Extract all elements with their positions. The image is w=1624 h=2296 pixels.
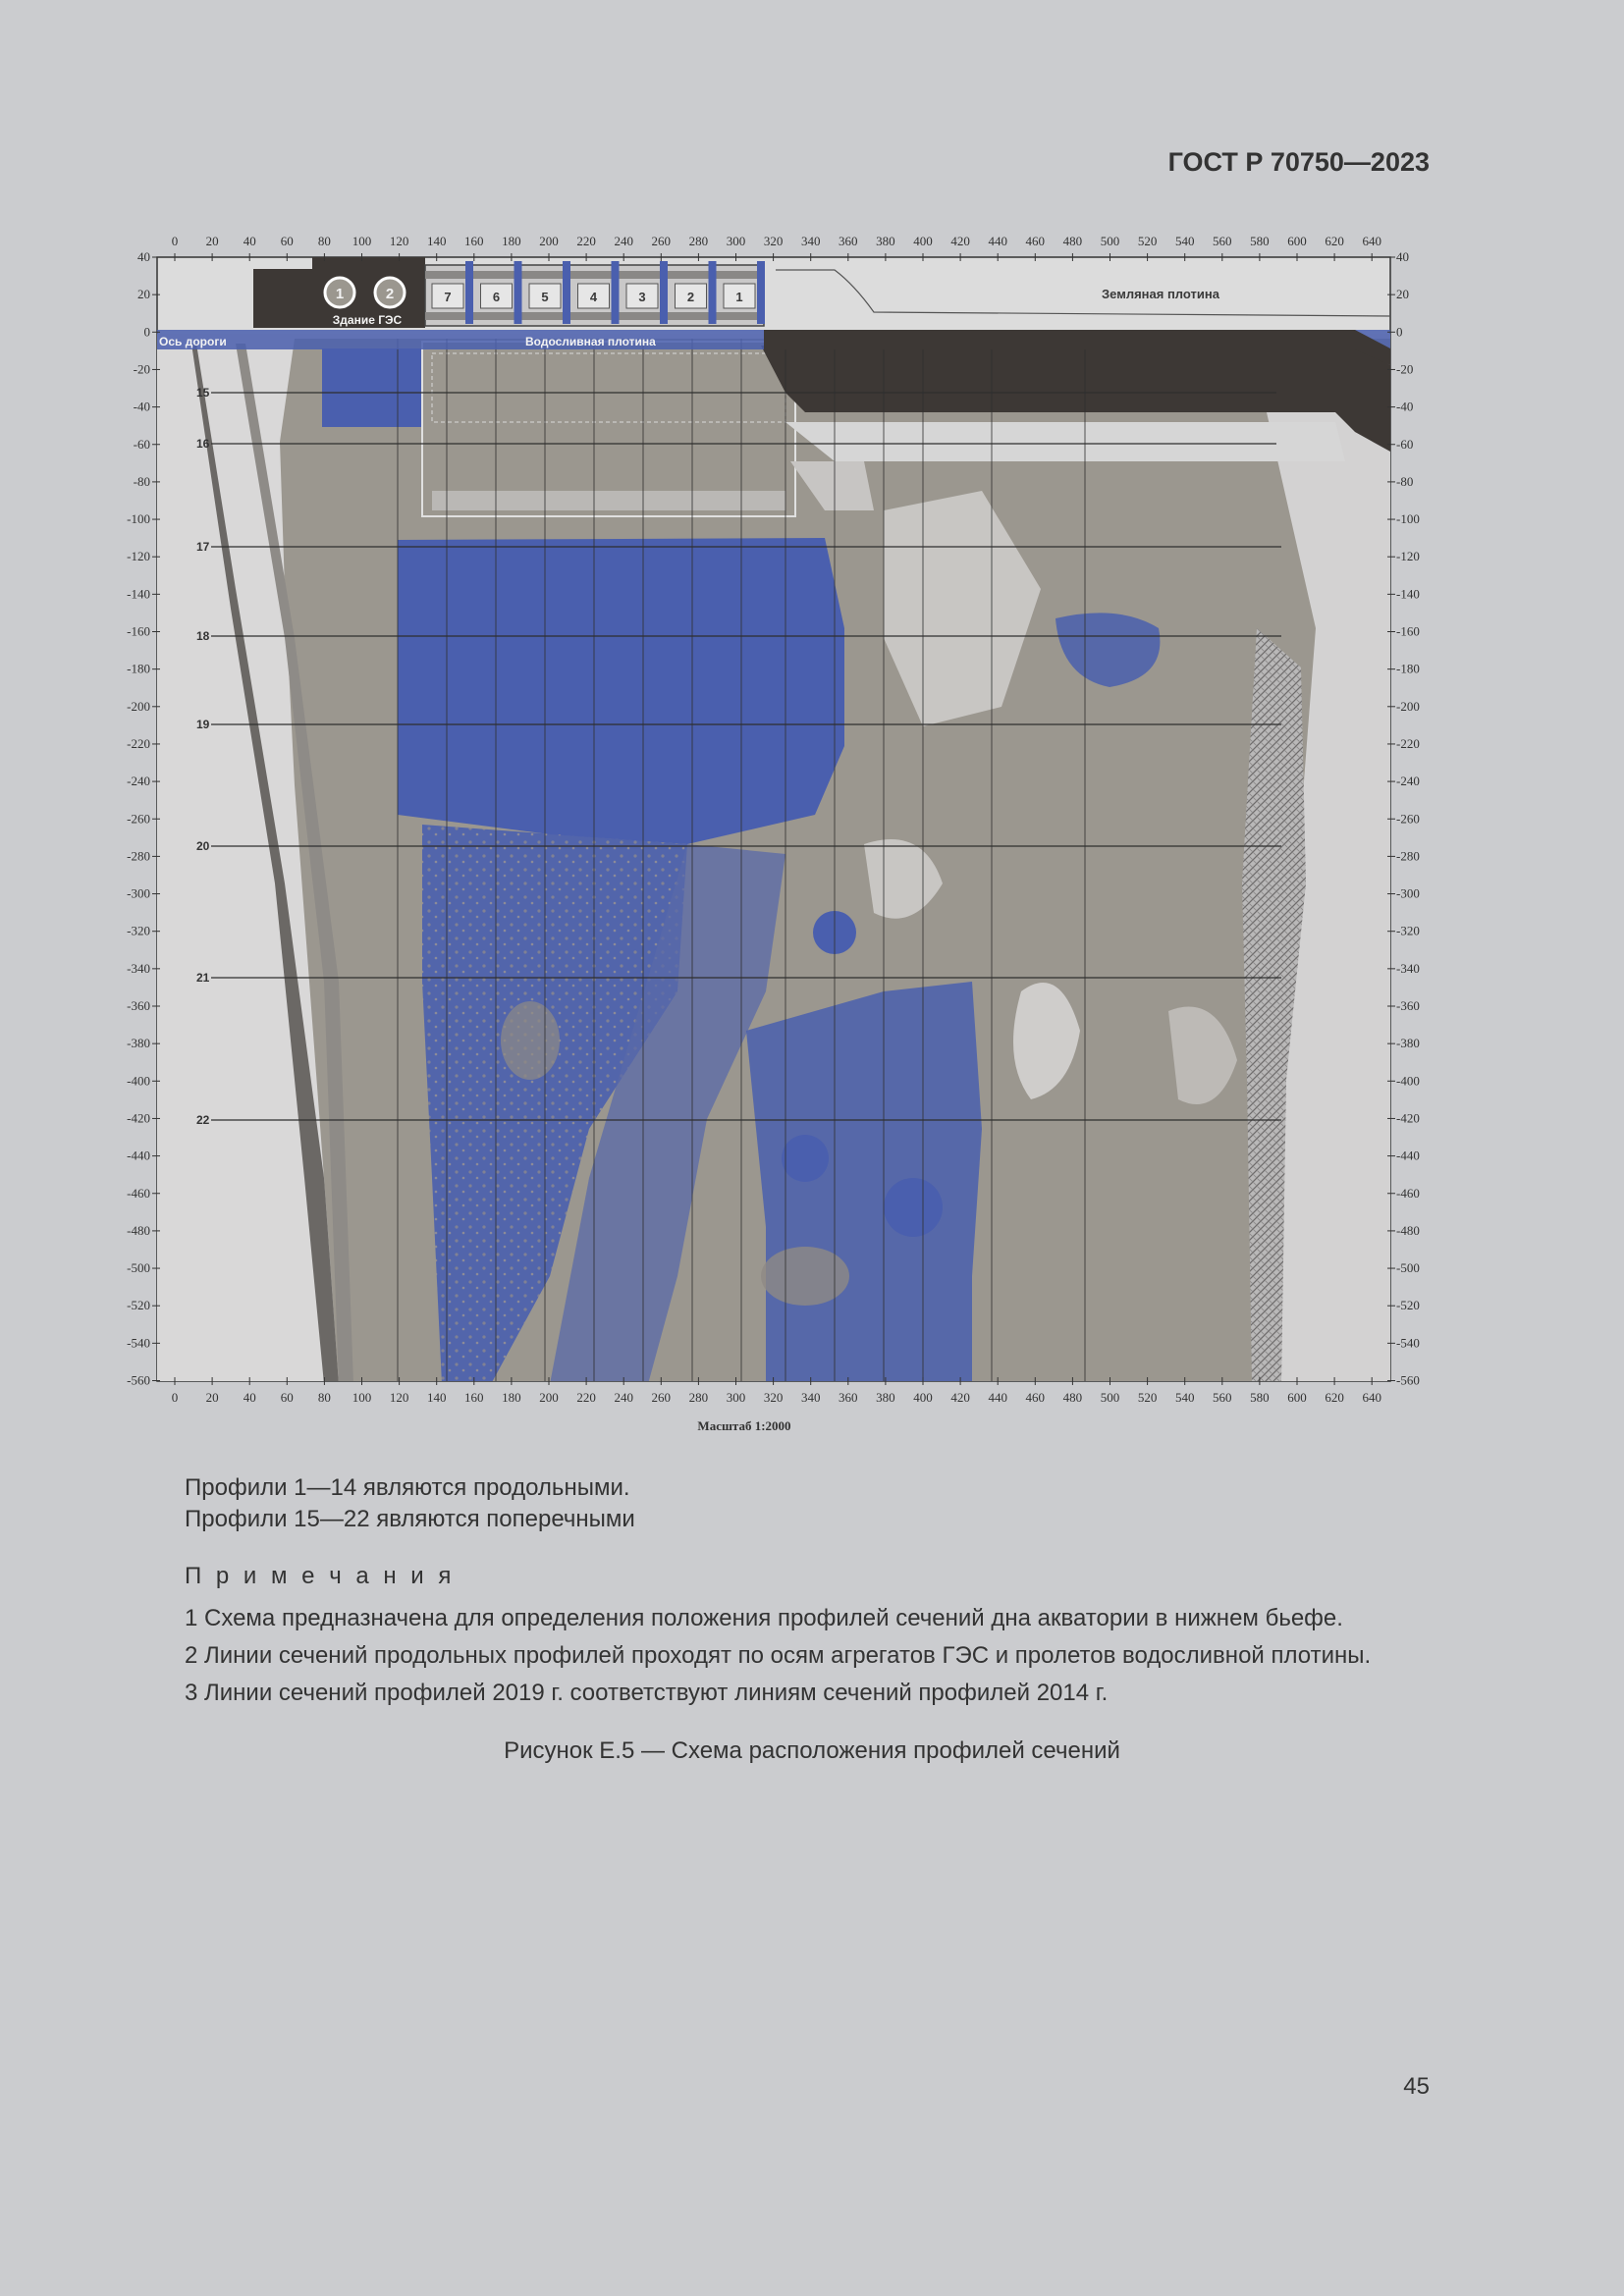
x-tick-label: 40	[243, 234, 256, 248]
document-code: ГОСТ Р 70750—2023	[1167, 147, 1430, 177]
y-tick-label: 20	[1396, 287, 1409, 302]
x-tick-label: 520	[1137, 1390, 1158, 1405]
x-tick-label: 240	[614, 1390, 633, 1405]
x-tick-label: 640	[1362, 234, 1381, 248]
y-tick-label: -420	[1396, 1110, 1420, 1126]
figure-title: Рисунок Е.5 — Схема расположения профилей сечений	[504, 1737, 1120, 1764]
bay-number: 1	[735, 290, 743, 304]
y-tick-label: -360	[127, 998, 150, 1013]
x-tick-label: 260	[651, 234, 672, 248]
profile-number: 16	[196, 437, 210, 451]
x-tick-label: 160	[464, 1390, 484, 1405]
x-tick-label: 220	[576, 234, 596, 248]
x-tick-label: 100	[352, 234, 372, 248]
x-tick-label: 500	[1100, 1390, 1120, 1405]
x-tick-label: 320	[763, 1390, 784, 1405]
y-tick-label: -100	[127, 511, 150, 527]
x-tick-label: 480	[1062, 234, 1083, 248]
y-tick-label: -300	[1396, 885, 1420, 901]
x-tick-label: 380	[876, 234, 895, 248]
x-tick-label: 560	[1213, 234, 1232, 248]
y-tick-label: -40	[133, 399, 150, 414]
y-tick-label: -320	[127, 923, 150, 938]
y-tick-label: -240	[127, 774, 150, 789]
x-tick-label: 620	[1325, 234, 1344, 248]
bay-number: 7	[444, 290, 452, 304]
bay-pier	[563, 261, 570, 324]
y-tick-label: 0	[143, 324, 150, 340]
unit-1-label: 1	[335, 286, 345, 302]
bay-number: 6	[492, 290, 501, 304]
x-tick-label: 540	[1174, 234, 1195, 248]
earth-dam-label: Земляная плотина	[1102, 287, 1219, 301]
x-tick-label: 300	[726, 234, 746, 248]
x-tick-label: 300	[726, 1390, 746, 1405]
note-item: 2 Линии сечений продольных профилей проходят по осям агрегатов ГЭС и пролетов водосливной плотины.	[185, 1642, 1372, 1669]
y-tick-label: -460	[1396, 1185, 1420, 1201]
notes-header: П р и м е ч а н и я	[185, 1563, 456, 1589]
bay-number: 4	[589, 290, 598, 304]
x-tick-label: 580	[1250, 1390, 1270, 1405]
y-tick-label: -340	[1396, 960, 1420, 976]
y-tick-label: -60	[133, 436, 150, 452]
y-tick-label: -140	[1396, 586, 1420, 602]
y-tick-label: -360	[1396, 998, 1420, 1013]
x-tick-label: 40	[243, 1390, 256, 1405]
x-tick-label: 20	[205, 1390, 219, 1405]
y-tick-label: 20	[137, 287, 150, 302]
y-tick-label: -480	[127, 1222, 150, 1238]
y-tick-label: -460	[127, 1185, 150, 1201]
x-tick-label: 520	[1137, 234, 1158, 248]
y-tick-label: -220	[1396, 735, 1420, 751]
x-tick-label: 200	[539, 1390, 559, 1405]
y-tick-label: -340	[127, 960, 150, 976]
y-tick-label: -300	[127, 885, 150, 901]
bay-number: 5	[541, 290, 549, 304]
y-tick-label: -280	[127, 848, 150, 864]
y-axis-right	[1387, 249, 1420, 1388]
road-axis-label: Ось дороги	[159, 335, 227, 348]
x-tick-label: 240	[614, 234, 633, 248]
y-tick-label: -260	[1396, 811, 1420, 827]
x-tick-label: 340	[800, 1390, 821, 1405]
y-tick-label: -440	[1396, 1148, 1420, 1163]
x-tick-label: 200	[539, 234, 559, 248]
x-tick-label: 80	[317, 1390, 331, 1405]
x-tick-label: 360	[839, 234, 858, 248]
y-tick-label: -440	[127, 1148, 150, 1163]
x-tick-label: 340	[800, 234, 821, 248]
bay-pier	[660, 261, 668, 324]
x-tick-label: 640	[1362, 1390, 1381, 1405]
x-tick-label: 420	[950, 1390, 970, 1405]
y-tick-label: -260	[127, 811, 150, 827]
y-tick-label: 40	[1396, 249, 1409, 264]
y-tick-label: -200	[1396, 698, 1420, 714]
y-tick-label: -160	[1396, 623, 1420, 639]
x-tick-label: 320	[763, 234, 784, 248]
y-tick-label: -380	[127, 1036, 150, 1051]
y-tick-label: -200	[127, 698, 150, 714]
x-tick-label: 620	[1325, 1390, 1344, 1405]
x-tick-label: 560	[1213, 1390, 1232, 1405]
y-tick-label: -400	[1396, 1073, 1420, 1089]
profile-number: 20	[196, 839, 210, 853]
y-tick-label: -540	[127, 1335, 150, 1351]
scale-label: Масштаб 1:2000	[697, 1418, 791, 1433]
x-tick-label: 480	[1062, 1390, 1083, 1405]
x-tick-label: 440	[988, 1390, 1007, 1405]
x-tick-label: 420	[950, 234, 970, 248]
y-axis-left	[127, 249, 160, 1388]
bay-pier	[709, 261, 717, 324]
y-tick-label: -420	[127, 1110, 150, 1126]
x-tick-label: 0	[171, 1390, 179, 1405]
x-tick-label: 260	[651, 1390, 672, 1405]
hpp-label: Здание ГЭС	[332, 313, 403, 327]
text-line-1: Профили 1—14 являются продольными.	[185, 1474, 630, 1501]
y-tick-label: -20	[133, 361, 150, 377]
spillway-label: Водосливная плотина	[525, 335, 656, 348]
y-tick-label: -280	[1396, 848, 1420, 864]
y-tick-label: -480	[1396, 1222, 1420, 1238]
y-tick-label: -240	[1396, 774, 1420, 789]
profile-number: 21	[196, 971, 210, 985]
x-tick-label: 220	[576, 1390, 596, 1405]
x-tick-label: 20	[205, 234, 219, 248]
y-tick-label: -380	[1396, 1036, 1420, 1051]
profile-number: 15	[196, 386, 210, 400]
x-tick-label: 0	[171, 234, 179, 248]
bay-number: 3	[638, 290, 646, 304]
bay-number: 2	[686, 290, 695, 304]
y-tick-label: -520	[1396, 1298, 1420, 1313]
x-tick-label: 540	[1174, 1390, 1195, 1405]
y-tick-label: -80	[1396, 473, 1414, 489]
profile-number: 19	[196, 718, 210, 731]
y-tick-label: -560	[127, 1372, 150, 1388]
page-number: 45	[1403, 2073, 1430, 2100]
y-tick-label: -140	[127, 586, 150, 602]
y-tick-label: -40	[1396, 399, 1414, 414]
x-tick-label: 280	[688, 234, 709, 248]
x-tick-label: 440	[988, 234, 1007, 248]
x-tick-label: 600	[1287, 1390, 1307, 1405]
bay-pier	[465, 261, 473, 324]
terrain-layers	[157, 334, 1390, 1384]
notes-section	[185, 1563, 1371, 1712]
unit-2-label: 2	[385, 286, 395, 302]
x-tick-label: 60	[280, 1390, 294, 1405]
y-tick-label: -120	[1396, 549, 1420, 564]
y-tick-label: 40	[137, 249, 150, 264]
x-tick-label: 600	[1287, 234, 1307, 248]
y-tick-label: -220	[127, 735, 150, 751]
x-tick-label: 380	[876, 1390, 895, 1405]
x-tick-label: 400	[913, 234, 933, 248]
profile-number: 17	[196, 540, 210, 554]
x-tick-label: 140	[426, 234, 447, 248]
note-item: 1 Схема предназначена для определения положения профилей сечений дна акватории в нижнем бьефе.	[185, 1605, 1343, 1631]
x-tick-label: 120	[389, 234, 409, 248]
x-tick-label: 400	[913, 1390, 933, 1405]
x-tick-label: 460	[1025, 1390, 1046, 1405]
x-tick-label: 60	[280, 234, 294, 248]
y-tick-label: -500	[1396, 1260, 1420, 1276]
y-tick-label: -400	[127, 1073, 150, 1089]
x-tick-label: 500	[1100, 234, 1120, 248]
text-line-2: Профили 15—22 являются поперечными	[185, 1506, 635, 1532]
y-tick-label: -500	[127, 1260, 150, 1276]
y-tick-label: -60	[1396, 436, 1414, 452]
y-tick-label: -560	[1396, 1372, 1420, 1388]
y-tick-label: -540	[1396, 1335, 1420, 1351]
y-tick-label: -180	[1396, 661, 1420, 676]
bay-pier	[757, 261, 765, 324]
x-tick-label: 80	[317, 234, 331, 248]
profile-description	[185, 1472, 635, 1535]
y-tick-label: -20	[1396, 361, 1414, 377]
x-tick-label: 280	[688, 1390, 709, 1405]
x-tick-label: 360	[839, 1390, 858, 1405]
x-tick-label: 580	[1250, 234, 1270, 248]
x-tick-label: 460	[1025, 234, 1046, 248]
x-tick-label: 160	[464, 234, 484, 248]
y-tick-label: -100	[1396, 511, 1420, 527]
y-tick-label: -80	[133, 473, 150, 489]
y-tick-label: -320	[1396, 923, 1420, 938]
profile-number: 22	[196, 1113, 210, 1127]
x-tick-label: 100	[352, 1390, 372, 1405]
y-tick-label: -180	[127, 661, 150, 676]
x-tick-label: 140	[426, 1390, 447, 1405]
bay-pier	[514, 261, 522, 324]
y-tick-label: 0	[1396, 324, 1403, 340]
note-item: 3 Линии сечений профилей 2019 г. соответствуют линиям сечений профилей 2014 г.	[185, 1680, 1109, 1706]
y-tick-label: -520	[127, 1298, 150, 1313]
profile-number: 18	[196, 629, 210, 643]
y-tick-label: -160	[127, 623, 150, 639]
x-tick-label: 120	[389, 1390, 409, 1405]
x-tick-label: 180	[502, 234, 521, 248]
bay-pier	[612, 261, 620, 324]
y-tick-label: -120	[127, 549, 150, 564]
x-tick-label: 180	[502, 1390, 521, 1405]
